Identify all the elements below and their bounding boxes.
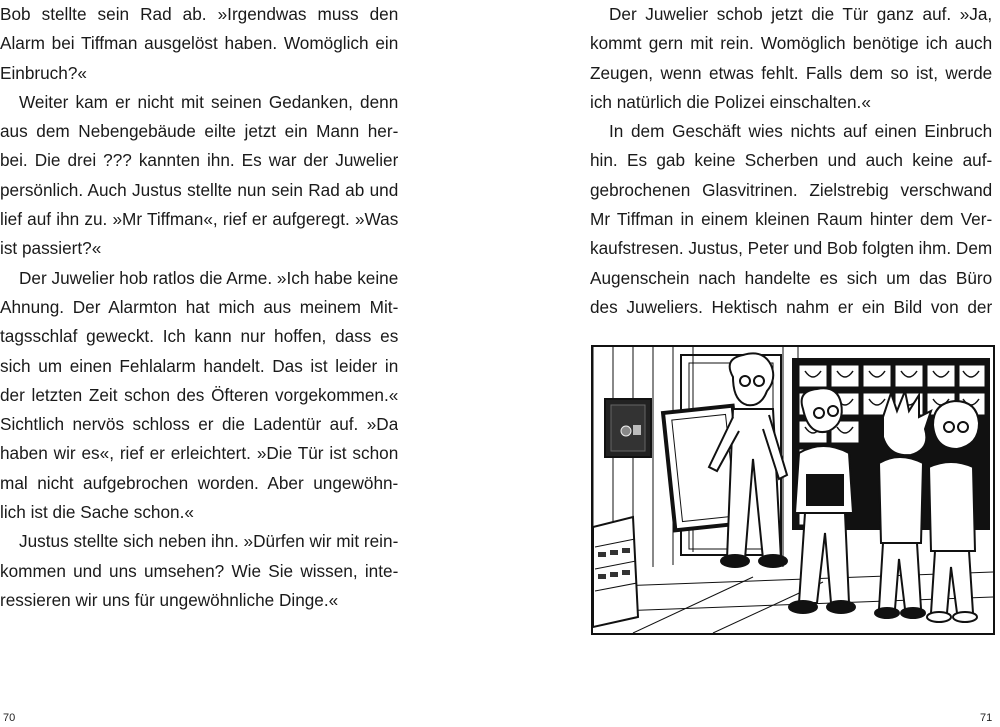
text-line: kommt gern mit rein. Womöglich benötige ich auch	[590, 33, 993, 54]
text-line: Zeugen, wenn etwas fehlt. Falls dem so ist, werde	[590, 62, 993, 83]
text-line: kommen und uns umsehen? Wie Sie wissen, inte-	[0, 560, 399, 581]
text-line: sich um einen Fehlalarm handelt. Das ist leider in	[0, 355, 399, 376]
text-line: bei. Die drei ??? kannten ihn. Es war der Juwelier	[0, 150, 399, 171]
jeweler-figure	[709, 353, 787, 567]
text-line: persönlich. Auch Justus stellte nun sein Rad ab und	[0, 179, 399, 200]
text-line: gebrochenen Glasvitrinen. Zielstrebig verschwand	[590, 179, 993, 200]
text-line: des Juweliers. Hektisch nahm er ein Bild von der	[590, 296, 993, 317]
text-line: aus dem Nebengebäude eilte jetzt ein Mann her-	[0, 121, 399, 142]
text-line: Mr Tiffman in einem kleinen Raum hinter dem Ver-	[590, 209, 993, 230]
text-line: ich natürlich die Polizei einschalten.«	[590, 91, 871, 112]
boy-figure-3	[927, 401, 979, 622]
text-line: Weiter kam er nicht mit seinen Gedanken, denn	[19, 91, 399, 112]
comic-illustration	[591, 345, 995, 635]
text-line: In dem Geschäft wies nichts auf einen Einbruch	[609, 121, 993, 142]
text-line: Augenschein nach handelte es sich um das Büro	[590, 267, 993, 288]
text-line: hin. Es gab keine Scherben und auch keine auf-	[590, 150, 993, 171]
text-line: Der Juwelier schob jetzt die Tür ganz auf. »Ja,	[609, 4, 993, 24]
page-number-right: 71	[980, 712, 993, 724]
text-line: ist passiert?«	[0, 238, 102, 259]
text-line: Der Juwelier hob ratlos die Arme. »Ich habe keine	[19, 267, 399, 288]
page-number-left: 70	[3, 712, 16, 724]
jewelry-office-scene	[593, 347, 993, 633]
text-line: Justus stellte sich neben ihn. »Dürfen wir mit rein-	[19, 531, 399, 552]
text-line: tagsschlaf geweckt. Ich kann nur hoffen, dass es	[0, 326, 399, 347]
safe	[605, 399, 651, 457]
right-page-text	[590, 0, 992, 322]
text-line: lief auf ihn zu. »Mr Tiffman«, rief er aufgeregt. »Was	[0, 209, 399, 230]
text-line: haben wir es«, rief er erleichtert. »Die Tür ist schon	[0, 443, 399, 464]
text-line: mal nicht aufgebrochen worden. Aber ungewöhn-	[0, 472, 399, 493]
text-line: lich ist die Sache schon.«	[0, 502, 194, 523]
text-line: Sichtlich nervös schloss er die Ladentür auf. »Da	[0, 414, 399, 435]
text-line: ressieren wir uns für ungewöhnliche Dinge.«	[0, 589, 339, 610]
display-cabinet	[593, 517, 638, 627]
text-line: der letzten Zeit schon des Öfteren vorgekommen.«	[0, 384, 399, 405]
text-line: Ahnung. Der Alarmton hat mich aus meinem Mit-	[0, 296, 399, 317]
left-page-text	[0, 0, 398, 615]
text-line: Alarm bei Tiffman ausgelöst haben. Womöglich ein	[0, 33, 399, 54]
boy-figure-2	[875, 391, 931, 618]
text-line: Einbruch?«	[0, 62, 87, 83]
text-line: Bob stellte sein Rad ab. »Irgendwas muss den	[0, 4, 399, 24]
text-line: kaufstresen. Justus, Peter und Bob folgten ihm. Dem	[590, 238, 993, 259]
